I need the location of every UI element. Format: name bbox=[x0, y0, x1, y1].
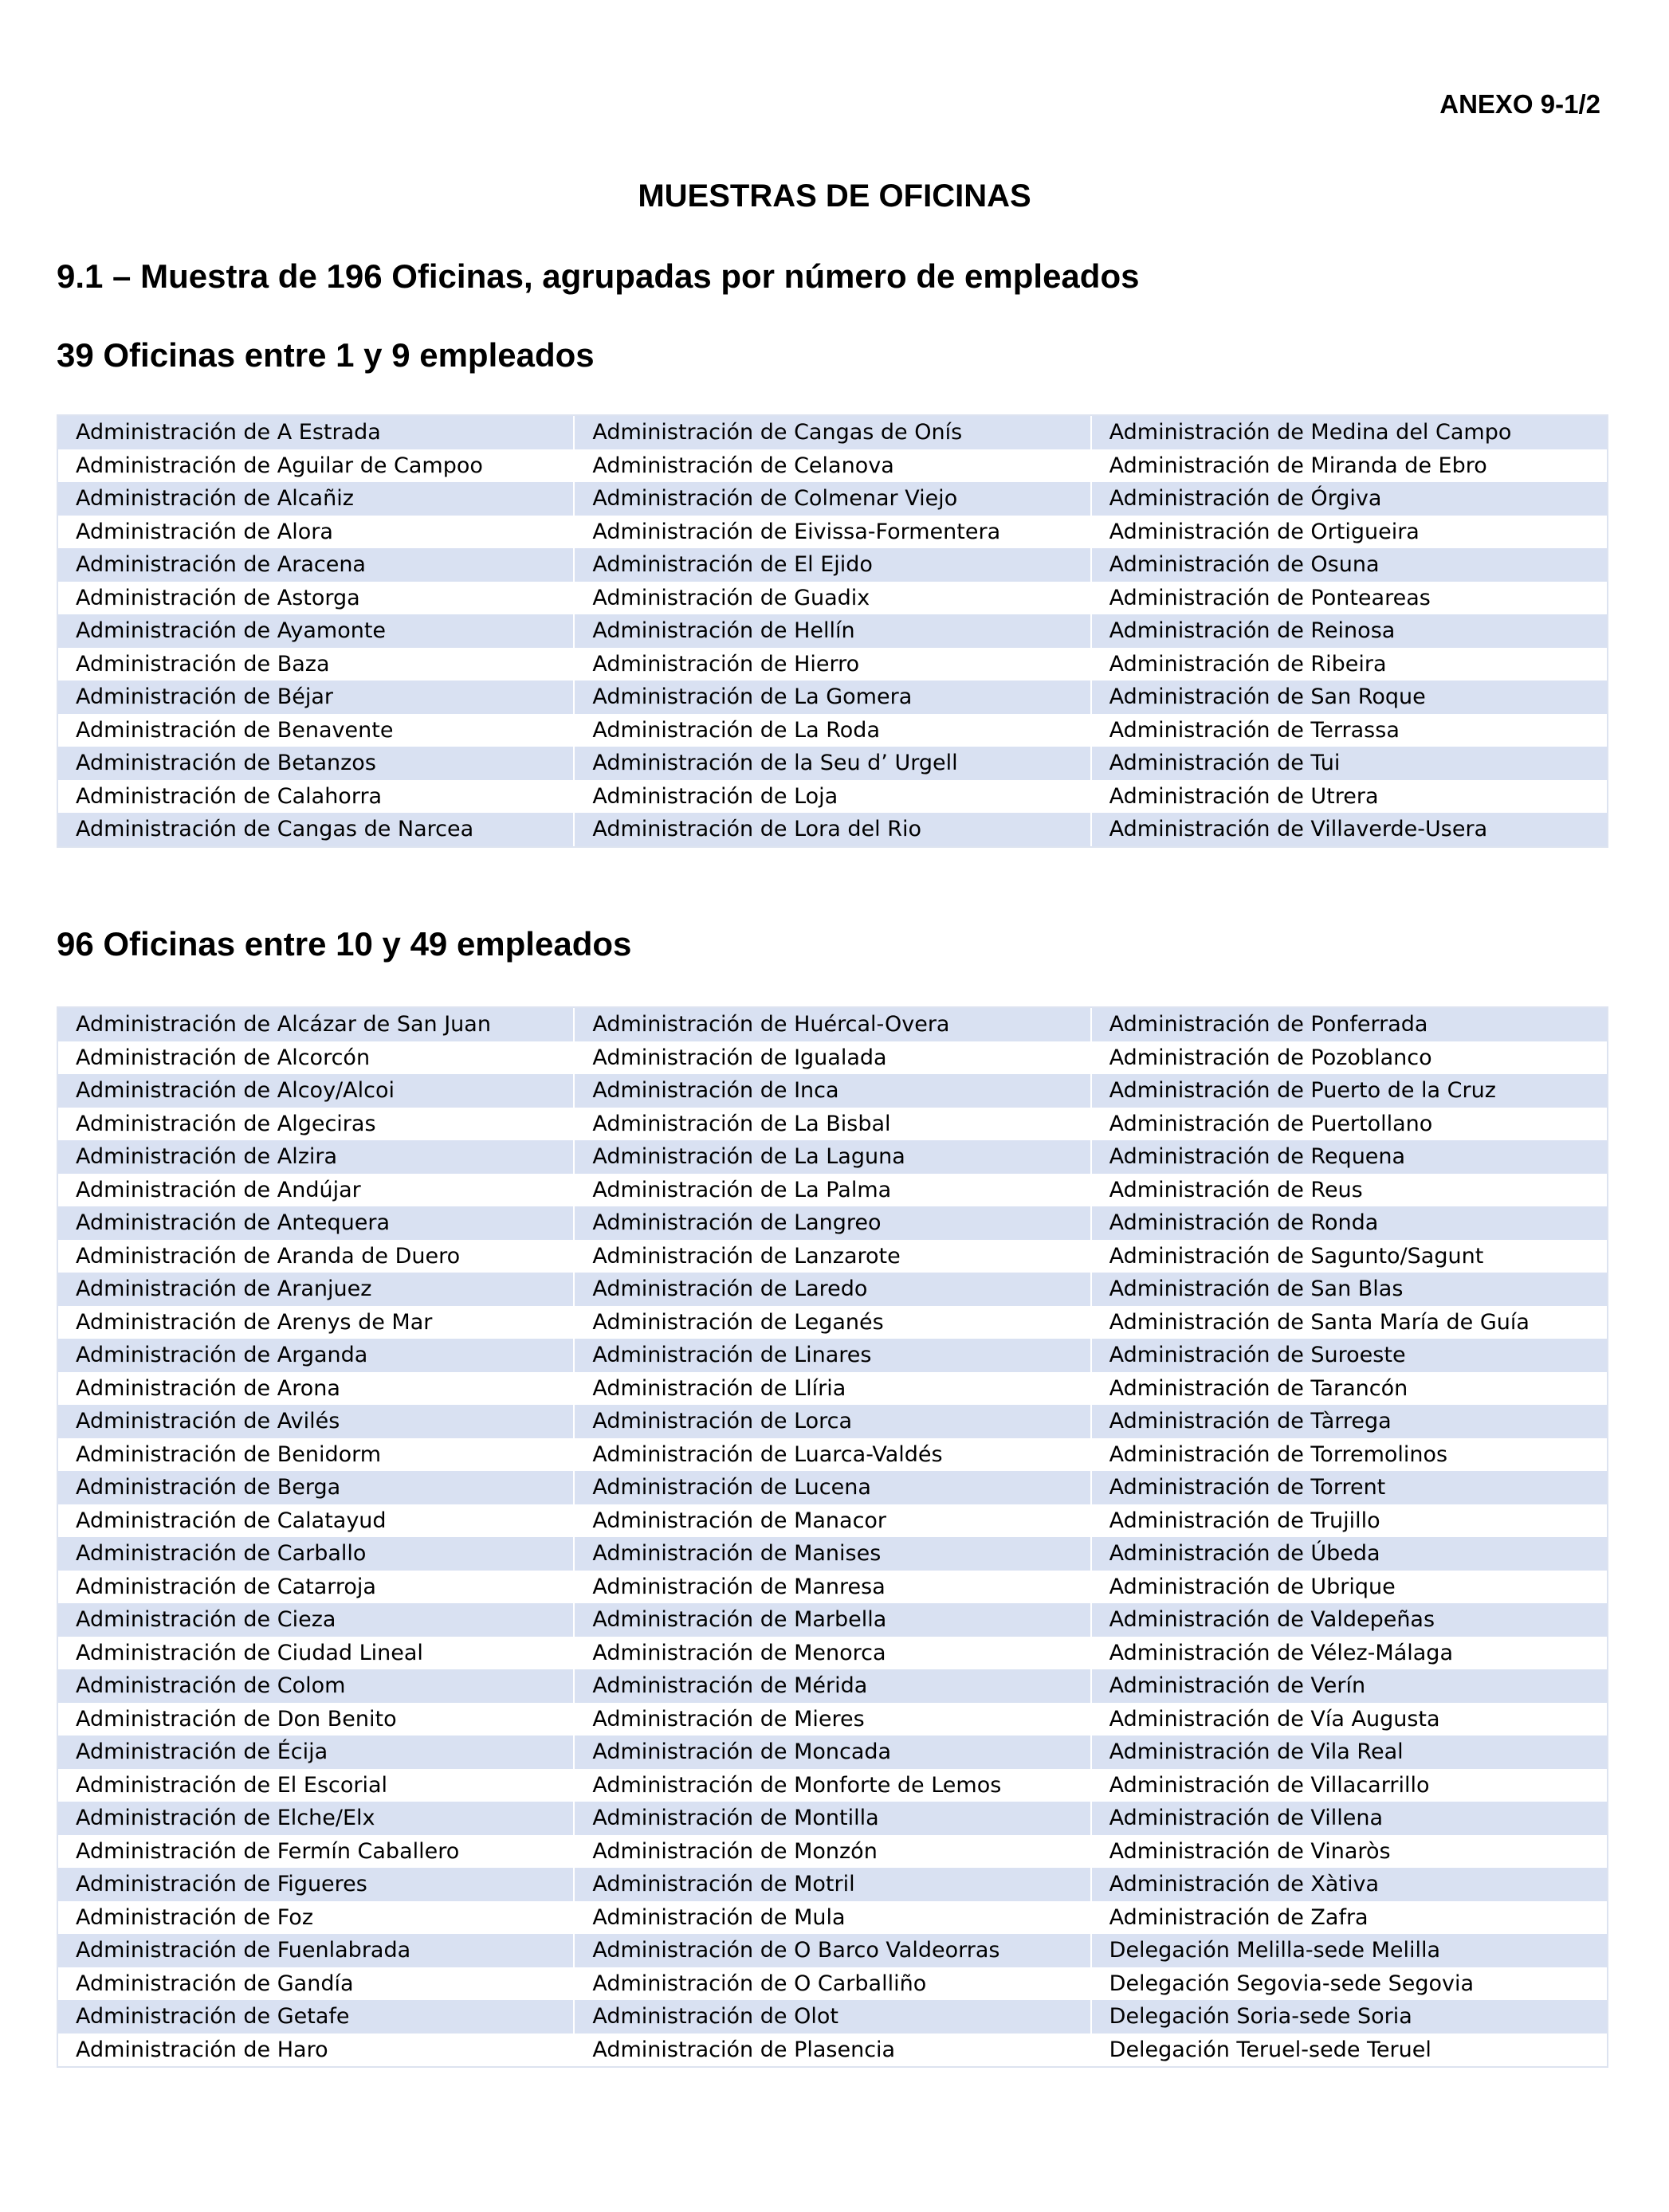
office-cell: Administración de la Seu d’ Urgell bbox=[575, 747, 1090, 780]
group-title-10-49: 96 Oficinas entre 10 y 49 empleados bbox=[57, 925, 632, 963]
office-cell: Administración de Moncada bbox=[575, 1735, 1090, 1769]
office-cell: Administración de Vía Augusta bbox=[1092, 1703, 1607, 1736]
office-cell: Administración de Guadix bbox=[575, 582, 1090, 615]
office-cell: Administración de Puerto de la Cruz bbox=[1092, 1074, 1607, 1108]
office-cell: Administración de Villena bbox=[1092, 1802, 1607, 1835]
office-cell: Administración de Terrassa bbox=[1092, 714, 1607, 747]
office-cell: Administración de Catarroja bbox=[58, 1571, 573, 1604]
annex-label: ANEXO 9-1/2 bbox=[1439, 89, 1600, 119]
office-cell: Administración de Medina del Campo bbox=[1092, 416, 1607, 449]
office-cell: Administración de Tàrrega bbox=[1092, 1405, 1607, 1438]
office-cell: Administración de Lora del Rio bbox=[575, 813, 1090, 846]
office-cell: Administración de Fermín Caballero bbox=[58, 1835, 573, 1869]
office-cell: Administración de Tarancón bbox=[1092, 1372, 1607, 1406]
office-cell: Administración de Mérida bbox=[575, 1669, 1090, 1703]
office-cell: Administración de Gandía bbox=[58, 1967, 573, 2001]
office-cell: Administración de Don Benito bbox=[58, 1703, 573, 1736]
page-title: MUESTRAS DE OFICINAS bbox=[638, 178, 1031, 214]
office-cell: Administración de Utrera bbox=[1092, 780, 1607, 814]
office-cell: Administración de Algeciras bbox=[58, 1108, 573, 1141]
office-cell: Administración de Haro bbox=[58, 2034, 573, 2067]
office-cell: Administración de La Laguna bbox=[575, 1140, 1090, 1174]
office-cell: Administración de Aranda de Duero bbox=[58, 1240, 573, 1273]
office-cell: Administración de Aracena bbox=[58, 548, 573, 582]
office-cell: Administración de Llíria bbox=[575, 1372, 1090, 1406]
group-title-1-9: 39 Oficinas entre 1 y 9 empleados bbox=[57, 336, 595, 374]
office-cell: Administración de Arganda bbox=[58, 1339, 573, 1372]
office-cell: Administración de Cangas de Onís bbox=[575, 416, 1090, 449]
office-cell: Administración de Cieza bbox=[58, 1603, 573, 1637]
office-cell: Administración de Linares bbox=[575, 1339, 1090, 1372]
office-cell: Administración de Osuna bbox=[1092, 548, 1607, 582]
office-cell: Administración de Antequera bbox=[58, 1206, 573, 1240]
office-cell: Administración de Inca bbox=[575, 1074, 1090, 1108]
office-cell: Administración de Vila Real bbox=[1092, 1735, 1607, 1769]
office-cell: Administración de Monforte de Lemos bbox=[575, 1769, 1090, 1802]
office-table-10-49 bbox=[57, 1006, 1608, 2068]
office-cell: Administración de Fuenlabrada bbox=[58, 1934, 573, 1967]
office-cell: Administración de Loja bbox=[575, 780, 1090, 814]
office-cell: Administración de Astorga bbox=[58, 582, 573, 615]
office-cell: Administración de Arenys de Mar bbox=[58, 1306, 573, 1339]
office-cell: Administración de Écija bbox=[58, 1735, 573, 1769]
office-cell: Administración de Calahorra bbox=[58, 780, 573, 814]
office-cell: Administración de La Palma bbox=[575, 1174, 1090, 1207]
office-cell: Administración de Mieres bbox=[575, 1703, 1090, 1736]
office-cell: Administración de Alcoy/Alcoi bbox=[58, 1074, 573, 1108]
office-cell: Delegación Soria-sede Soria bbox=[1092, 2000, 1607, 2034]
office-cell: Administración de Elche/Elx bbox=[58, 1802, 573, 1835]
office-cell: Administración de Vinaròs bbox=[1092, 1835, 1607, 1869]
office-cell: Administración de Órgiva bbox=[1092, 482, 1607, 516]
office-cell: Administración de Getafe bbox=[58, 2000, 573, 2034]
office-cell: Administración de Eivissa-Formentera bbox=[575, 516, 1090, 549]
office-cell: Administración de Andújar bbox=[58, 1174, 573, 1207]
office-cell: Administración de Monzón bbox=[575, 1835, 1090, 1869]
office-cell: Administración de Colmenar Viejo bbox=[575, 482, 1090, 516]
office-cell: Administración de Baza bbox=[58, 648, 573, 681]
office-cell: Administración de Tui bbox=[1092, 747, 1607, 780]
office-cell: Administración de Ayamonte bbox=[58, 614, 573, 648]
office-cell: Administración de Villacarrillo bbox=[1092, 1769, 1607, 1802]
office-cell: Administración de Alora bbox=[58, 516, 573, 549]
office-cell: Administración de Leganés bbox=[575, 1306, 1090, 1339]
office-cell: Administración de Vélez-Málaga bbox=[1092, 1637, 1607, 1670]
office-cell: Administración de Reinosa bbox=[1092, 614, 1607, 648]
office-cell: Administración de El Ejido bbox=[575, 548, 1090, 582]
office-cell: Administración de Ponteareas bbox=[1092, 582, 1607, 615]
office-cell: Administración de Lucena bbox=[575, 1471, 1090, 1504]
office-cell: Administración de Valdepeñas bbox=[1092, 1603, 1607, 1637]
office-cell: Administración de Béjar bbox=[58, 680, 573, 714]
office-cell: Administración de Olot bbox=[575, 2000, 1090, 2034]
office-cell: Administración de Ribeira bbox=[1092, 648, 1607, 681]
office-cell: Administración de La Roda bbox=[575, 714, 1090, 747]
office-cell: Administración de Manises bbox=[575, 1537, 1090, 1571]
office-cell: Administración de Celanova bbox=[575, 449, 1090, 483]
office-cell: Administración de El Escorial bbox=[58, 1769, 573, 1802]
office-cell: Administración de Luarca-Valdés bbox=[575, 1438, 1090, 1472]
office-cell: Administración de Betanzos bbox=[58, 747, 573, 780]
table-column bbox=[1092, 1008, 1607, 2066]
office-cell: Administración de Menorca bbox=[575, 1637, 1090, 1670]
office-cell: Administración de Miranda de Ebro bbox=[1092, 449, 1607, 483]
office-cell: Administración de Úbeda bbox=[1092, 1537, 1607, 1571]
office-cell: Delegación Segovia-sede Segovia bbox=[1092, 1967, 1607, 2001]
office-cell: Administración de Benidorm bbox=[58, 1438, 573, 1472]
office-cell: Administración de Reus bbox=[1092, 1174, 1607, 1207]
office-cell: Administración de Marbella bbox=[575, 1603, 1090, 1637]
office-cell: Delegación Teruel-sede Teruel bbox=[1092, 2034, 1607, 2067]
office-cell: Administración de Igualada bbox=[575, 1041, 1090, 1075]
office-cell: Administración de Manacor bbox=[575, 1504, 1090, 1538]
office-cell: Administración de Colom bbox=[58, 1669, 573, 1703]
office-cell: Delegación Melilla-sede Melilla bbox=[1092, 1934, 1607, 1967]
office-cell: Administración de Hellín bbox=[575, 614, 1090, 648]
office-cell: Administración de Trujillo bbox=[1092, 1504, 1607, 1538]
office-cell: Administración de Ronda bbox=[1092, 1206, 1607, 1240]
office-cell: Administración de Ciudad Lineal bbox=[58, 1637, 573, 1670]
office-cell: Administración de Ubrique bbox=[1092, 1571, 1607, 1604]
office-cell: Administración de Manresa bbox=[575, 1571, 1090, 1604]
office-cell: Administración de A Estrada bbox=[58, 416, 573, 449]
table-column bbox=[58, 1008, 575, 2066]
office-cell: Administración de Puertollano bbox=[1092, 1108, 1607, 1141]
office-cell: Administración de Lanzarote bbox=[575, 1240, 1090, 1273]
office-cell: Administración de O Barco Valdeorras bbox=[575, 1934, 1090, 1967]
office-cell: Administración de La Gomera bbox=[575, 680, 1090, 714]
office-table-1-9 bbox=[57, 414, 1608, 848]
office-cell: Administración de Alcorcón bbox=[58, 1041, 573, 1075]
office-cell: Administración de Avilés bbox=[58, 1405, 573, 1438]
office-cell: Administración de Montilla bbox=[575, 1802, 1090, 1835]
office-cell: Administración de Huércal-Overa bbox=[575, 1008, 1090, 1041]
office-cell: Administración de Motril bbox=[575, 1868, 1090, 1901]
office-cell: Administración de Berga bbox=[58, 1471, 573, 1504]
office-cell: Administración de Lorca bbox=[575, 1405, 1090, 1438]
office-cell: Administración de Zafra bbox=[1092, 1901, 1607, 1935]
office-cell: Administración de Laredo bbox=[575, 1273, 1090, 1306]
office-cell: Administración de O Carballiño bbox=[575, 1967, 1090, 2001]
office-cell: Administración de Plasencia bbox=[575, 2034, 1090, 2067]
office-cell: Administración de Cangas de Narcea bbox=[58, 813, 573, 846]
table-column bbox=[575, 416, 1091, 846]
office-cell: Administración de Torrent bbox=[1092, 1471, 1607, 1504]
office-cell: Administración de Aranjuez bbox=[58, 1273, 573, 1306]
office-cell: Administración de San Roque bbox=[1092, 680, 1607, 714]
office-cell: Administración de Arona bbox=[58, 1372, 573, 1406]
table-column bbox=[1092, 416, 1607, 846]
office-cell: Administración de Figueres bbox=[58, 1868, 573, 1901]
office-cell: Administración de Foz bbox=[58, 1901, 573, 1935]
office-cell: Administración de Benavente bbox=[58, 714, 573, 747]
office-cell: Administración de Sagunto/Sagunt bbox=[1092, 1240, 1607, 1273]
office-cell: Administración de Torremolinos bbox=[1092, 1438, 1607, 1472]
office-cell: Administración de Carballo bbox=[58, 1537, 573, 1571]
office-cell: Administración de Alcázar de San Juan bbox=[58, 1008, 573, 1041]
office-cell: Administración de Pozoblanco bbox=[1092, 1041, 1607, 1075]
office-cell: Administración de Ponferrada bbox=[1092, 1008, 1607, 1041]
office-cell: Administración de Alcañiz bbox=[58, 482, 573, 516]
table-column bbox=[575, 1008, 1091, 2066]
office-cell: Administración de Alzira bbox=[58, 1140, 573, 1174]
office-cell: Administración de San Blas bbox=[1092, 1273, 1607, 1306]
office-cell: Administración de Xàtiva bbox=[1092, 1868, 1607, 1901]
office-cell: Administración de Aguilar de Campoo bbox=[58, 449, 573, 483]
office-cell: Administración de Requena bbox=[1092, 1140, 1607, 1174]
table-column bbox=[58, 416, 575, 846]
office-cell: Administración de Suroeste bbox=[1092, 1339, 1607, 1372]
office-cell: Administración de Verín bbox=[1092, 1669, 1607, 1703]
office-cell: Administración de Villaverde-Usera bbox=[1092, 813, 1607, 846]
office-cell: Administración de Santa María de Guía bbox=[1092, 1306, 1607, 1339]
office-cell: Administración de Ortigueira bbox=[1092, 516, 1607, 549]
section-heading: 9.1 – Muestra de 196 Oficinas, agrupadas por número de empleados bbox=[57, 257, 1140, 295]
office-cell: Administración de Calatayud bbox=[58, 1504, 573, 1538]
office-cell: Administración de Langreo bbox=[575, 1206, 1090, 1240]
office-cell: Administración de La Bisbal bbox=[575, 1108, 1090, 1141]
office-cell: Administración de Hierro bbox=[575, 648, 1090, 681]
office-cell: Administración de Mula bbox=[575, 1901, 1090, 1935]
